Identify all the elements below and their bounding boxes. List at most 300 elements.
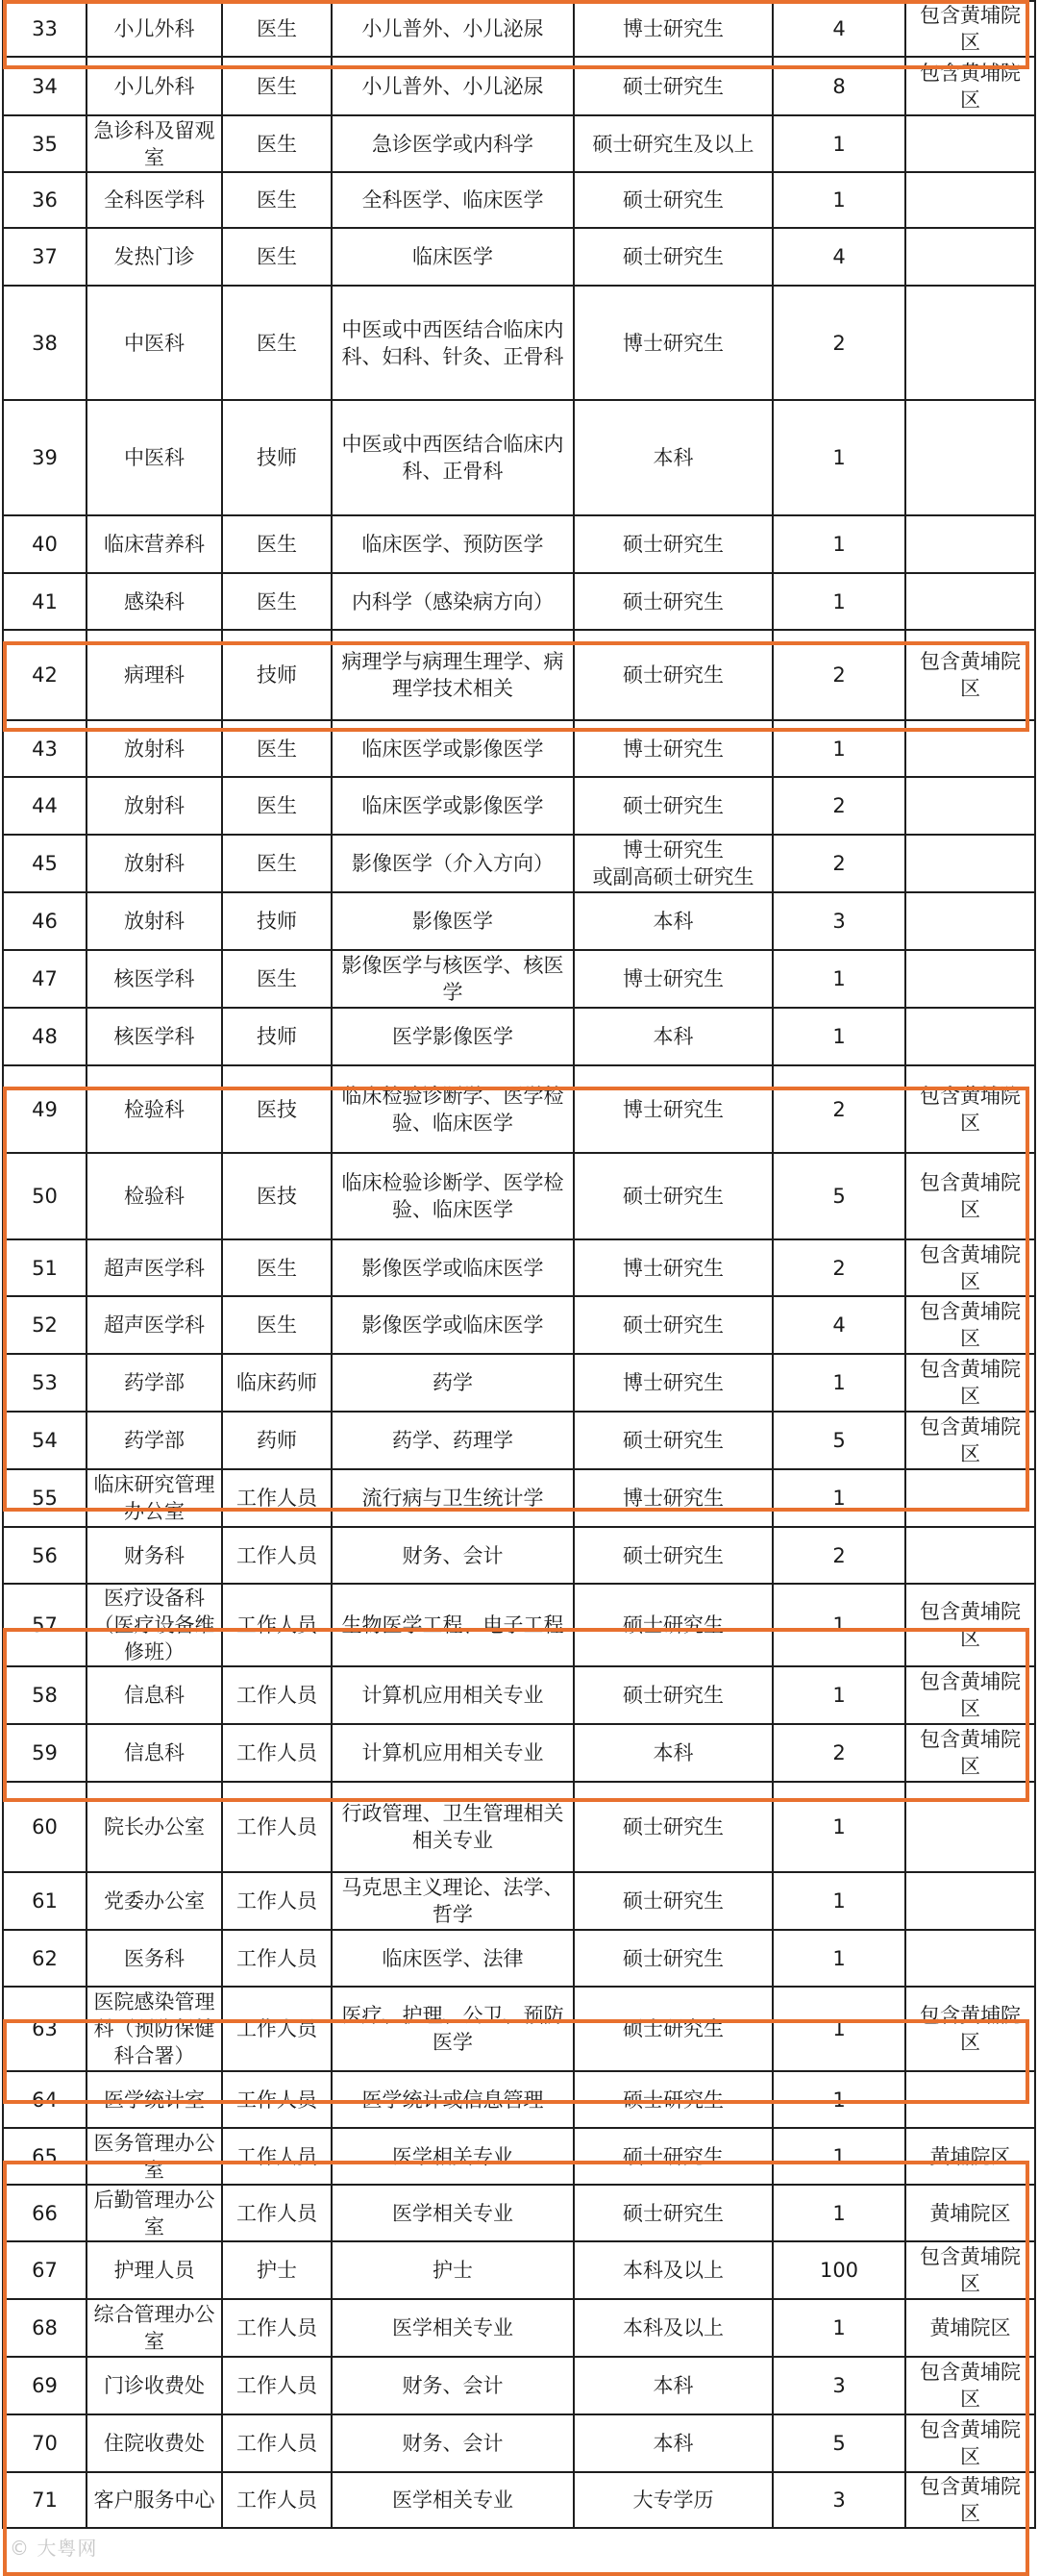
table-cell: 黄埔院区 (905, 2128, 1035, 2185)
table-cell: 59 (3, 1724, 86, 1782)
table-cell: 1 (773, 515, 905, 573)
table-cell: 后勤管理办公室 (86, 2185, 222, 2241)
table-cell: 36 (3, 172, 86, 228)
table-cell: 硕士研究生 (574, 515, 773, 573)
table-cell: 4 (773, 228, 905, 286)
table-cell: 临床药师 (222, 1354, 332, 1412)
table-row (3, 1930, 1035, 1987)
table-cell: 1 (773, 2071, 905, 2128)
table-cell: 57 (3, 1584, 86, 1666)
table-cell: 46 (3, 892, 86, 950)
table-cell: 黄埔院区 (905, 2185, 1035, 2241)
table-cell: 中医或中西医结合临床内科、妇科、针灸、正骨科 (332, 286, 574, 400)
table-cell: 博士研究生 (574, 1469, 773, 1527)
table-cell: 财务、会计 (332, 2357, 574, 2414)
table-cell: 博士研究生 (574, 286, 773, 400)
table-cell: 放射科 (86, 777, 222, 835)
table-cell: 41 (3, 573, 86, 630)
table-cell: 工作人员 (222, 1930, 332, 1987)
table-cell: 感染科 (86, 573, 222, 630)
table-cell: 硕士研究生 (574, 573, 773, 630)
table-cell: 54 (3, 1412, 86, 1469)
table-cell: 本科 (574, 1724, 773, 1782)
table-cell (905, 950, 1035, 1008)
table-cell: 40 (3, 515, 86, 573)
table-cell: 财务、会计 (332, 2414, 574, 2472)
table-cell: 博士研究生 (574, 1065, 773, 1153)
table-cell: 医学相关专业 (332, 2128, 574, 2185)
table-cell (905, 1008, 1035, 1065)
table-cell: 急诊科及留观室 (86, 115, 222, 172)
table-cell: 38 (3, 286, 86, 400)
table-row (3, 835, 1035, 892)
table-cell: 1 (773, 172, 905, 228)
table-cell (905, 115, 1035, 172)
table-row (3, 172, 1035, 228)
table-cell: 工作人员 (222, 1782, 332, 1872)
table-cell (905, 515, 1035, 573)
table-row (3, 1065, 1035, 1153)
table-cell: 信息科 (86, 1666, 222, 1724)
table-cell: 药学 (332, 1354, 574, 1412)
table-cell: 工作人员 (222, 1724, 332, 1782)
table-cell: 医院感染管理科（预防保健科合署） (86, 1987, 222, 2071)
table-cell: 包含黄埔院区 (905, 1354, 1035, 1412)
table-cell: 56 (3, 1527, 86, 1584)
table-cell: 博士研究生 (574, 1239, 773, 1296)
table-cell: 包含黄埔院区 (905, 57, 1035, 115)
table-row (3, 1, 1035, 57)
table-cell: 1 (773, 2185, 905, 2241)
table-cell: 财务科 (86, 1527, 222, 1584)
table-cell: 核医学科 (86, 950, 222, 1008)
table-cell (905, 1782, 1035, 1872)
table-row (3, 630, 1035, 720)
table-cell: 门诊收费处 (86, 2357, 222, 2414)
table-cell: 硕士研究生 (574, 1412, 773, 1469)
table-row (3, 777, 1035, 835)
table-row (3, 2071, 1035, 2128)
table-cell: 硕士研究生 (574, 228, 773, 286)
table-cell: 硕士研究生及以上 (574, 115, 773, 172)
table-row (3, 892, 1035, 950)
table-cell: 流行病与卫生统计学 (332, 1469, 574, 1527)
table-row (3, 2299, 1035, 2357)
table-cell (905, 1527, 1035, 1584)
table-cell: 工作人员 (222, 2472, 332, 2528)
table-cell: 临床医学、预防医学 (332, 515, 574, 573)
table-cell: 37 (3, 228, 86, 286)
table-cell (905, 720, 1035, 777)
table-cell: 1 (773, 1987, 905, 2071)
table-cell: 硕士研究生 (574, 1666, 773, 1724)
table-cell: 发热门诊 (86, 228, 222, 286)
table-cell: 工作人员 (222, 1584, 332, 1666)
table-cell: 医生 (222, 573, 332, 630)
table-cell: 33 (3, 1, 86, 57)
table-row (3, 115, 1035, 172)
table-cell: 内科学（感染病方向） (332, 573, 574, 630)
table-cell: 小儿普外、小儿泌尿 (332, 57, 574, 115)
table-cell: 68 (3, 2299, 86, 2357)
table-cell: 1 (773, 400, 905, 515)
table-row (3, 1296, 1035, 1354)
table-cell: 包含黄埔院区 (905, 1412, 1035, 1469)
table-cell: 工作人员 (222, 1666, 332, 1724)
table-cell: 1 (773, 950, 905, 1008)
table-cell (905, 400, 1035, 515)
table-cell: 包含黄埔院区 (905, 1239, 1035, 1296)
table-cell: 放射科 (86, 892, 222, 950)
table-cell: 医务科 (86, 1930, 222, 1987)
table-cell: 1 (773, 1872, 905, 1930)
table-cell: 信息科 (86, 1724, 222, 1782)
table-cell: 66 (3, 2185, 86, 2241)
table-cell: 本科及以上 (574, 2299, 773, 2357)
table-cell: 医学相关专业 (332, 2185, 574, 2241)
table-cell: 博士研究生 (574, 950, 773, 1008)
table-cell: 包含黄埔院区 (905, 1584, 1035, 1666)
table-cell (905, 1469, 1035, 1527)
table-cell: 工作人员 (222, 1872, 332, 1930)
table-cell: 临床医学或影像医学 (332, 720, 574, 777)
table-cell: 药学部 (86, 1354, 222, 1412)
table-cell: 硕士研究生 (574, 630, 773, 720)
table-cell: 34 (3, 57, 86, 115)
table-cell: 临床检验诊断学、医学检验、临床医学 (332, 1065, 574, 1153)
table-cell: 院长办公室 (86, 1782, 222, 1872)
table-cell: 1 (773, 573, 905, 630)
table-row (3, 1354, 1035, 1412)
table-row (3, 286, 1035, 400)
table-cell: 47 (3, 950, 86, 1008)
table-row (3, 400, 1035, 515)
table-cell: 核医学科 (86, 1008, 222, 1065)
table-cell: 70 (3, 2414, 86, 2472)
table-cell: 工作人员 (222, 1469, 332, 1527)
table-cell: 药师 (222, 1412, 332, 1469)
table-cell: 博士研究生 或副高硕士研究生 (574, 835, 773, 892)
table-cell: 49 (3, 1065, 86, 1153)
table-cell: 工作人员 (222, 2357, 332, 2414)
table-cell: 医生 (222, 1, 332, 57)
table-cell: 博士研究生 (574, 720, 773, 777)
table-cell: 生物医学工程、电子工程 (332, 1584, 574, 1666)
table-cell: 小儿外科 (86, 57, 222, 115)
table-cell: 医学影像医学 (332, 1008, 574, 1065)
table-cell: 52 (3, 1296, 86, 1354)
table-cell: 工作人员 (222, 2414, 332, 2472)
table-cell: 医生 (222, 515, 332, 573)
table-cell: 本科 (574, 400, 773, 515)
table-cell: 60 (3, 1782, 86, 1872)
table-cell: 医技 (222, 1065, 332, 1153)
table-cell: 58 (3, 1666, 86, 1724)
table-cell: 35 (3, 115, 86, 172)
table-cell: 医生 (222, 1296, 332, 1354)
table-cell: 临床医学或影像医学 (332, 777, 574, 835)
table-row (3, 1527, 1035, 1584)
table-cell: 放射科 (86, 835, 222, 892)
watermark: © 大粤网 (10, 2537, 98, 2560)
table-cell: 55 (3, 1469, 86, 1527)
table-cell: 63 (3, 1987, 86, 2071)
table-cell: 医务管理办公室 (86, 2128, 222, 2185)
table-cell (905, 228, 1035, 286)
table-cell: 博士研究生 (574, 1354, 773, 1412)
table-cell: 技师 (222, 630, 332, 720)
table-cell: 临床研究管理办公室 (86, 1469, 222, 1527)
table-cell: 包含黄埔院区 (905, 2241, 1035, 2299)
table-cell: 2 (773, 1239, 905, 1296)
table-row (3, 1153, 1035, 1239)
table-row (3, 1782, 1035, 1872)
table-cell: 临床检验诊断学、医学检验、临床医学 (332, 1153, 574, 1239)
table-cell: 财务、会计 (332, 1527, 574, 1584)
table-cell: 本科 (574, 892, 773, 950)
table-cell: 工作人员 (222, 1987, 332, 2071)
table-cell: 临床营养科 (86, 515, 222, 573)
table-row (3, 228, 1035, 286)
table-cell: 全科医学科 (86, 172, 222, 228)
table-cell: 病理科 (86, 630, 222, 720)
table-cell: 工作人员 (222, 2071, 332, 2128)
table-cell: 43 (3, 720, 86, 777)
table-cell: 包含黄埔院区 (905, 1153, 1035, 1239)
table-cell: 计算机应用相关专业 (332, 1724, 574, 1782)
table-cell: 药学、药理学 (332, 1412, 574, 1469)
table-row (3, 515, 1035, 573)
table-cell (905, 1930, 1035, 1987)
table-cell: 包含黄埔院区 (905, 630, 1035, 720)
table-cell: 医学统计室 (86, 2071, 222, 2128)
table-cell: 1 (773, 1584, 905, 1666)
table-cell: 行政管理、卫生管理相关相关专业 (332, 1782, 574, 1872)
table-cell: 硕士研究生 (574, 1782, 773, 1872)
table-cell: 1 (773, 1782, 905, 1872)
table-cell: 医疗、护理、公卫、预防医学 (332, 1987, 574, 2071)
table-row (3, 2472, 1035, 2528)
table-cell: 本科及以上 (574, 2241, 773, 2299)
table-cell: 69 (3, 2357, 86, 2414)
table-cell: 100 (773, 2241, 905, 2299)
table-row (3, 1239, 1035, 1296)
table-cell: 2 (773, 835, 905, 892)
table-cell: 本科 (574, 2357, 773, 2414)
table-cell: 工作人员 (222, 2299, 332, 2357)
table-row (3, 573, 1035, 630)
table-cell: 技师 (222, 1008, 332, 1065)
table-cell (905, 286, 1035, 400)
table-cell: 2 (773, 777, 905, 835)
table-cell: 工作人员 (222, 1527, 332, 1584)
table-cell: 护士 (222, 2241, 332, 2299)
table-cell: 党委办公室 (86, 1872, 222, 1930)
table-cell: 包含黄埔院区 (905, 1666, 1035, 1724)
table-cell: 急诊医学或内科学 (332, 115, 574, 172)
table-row (3, 1412, 1035, 1469)
table-cell: 医生 (222, 228, 332, 286)
table-row (3, 720, 1035, 777)
table-cell: 包含黄埔院区 (905, 1065, 1035, 1153)
table-cell (905, 2071, 1035, 2128)
table-row (3, 1008, 1035, 1065)
table-cell: 3 (773, 2472, 905, 2528)
table-cell: 医技 (222, 1153, 332, 1239)
table-cell: 超声医学科 (86, 1296, 222, 1354)
table-cell: 本科 (574, 2414, 773, 2472)
table-cell: 5 (773, 1153, 905, 1239)
table-cell: 医生 (222, 1239, 332, 1296)
table-cell: 2 (773, 1724, 905, 1782)
table-cell: 39 (3, 400, 86, 515)
table-cell: 硕士研究生 (574, 1153, 773, 1239)
table-cell: 硕士研究生 (574, 1296, 773, 1354)
table-cell (905, 1872, 1035, 1930)
table-row (3, 1987, 1035, 2071)
table-cell (905, 892, 1035, 950)
table-cell: 大专学历 (574, 2472, 773, 2528)
table-cell: 影像医学与核医学、核医学 (332, 950, 574, 1008)
table-row (3, 1666, 1035, 1724)
table-cell: 检验科 (86, 1065, 222, 1153)
table-cell: 医学相关专业 (332, 2299, 574, 2357)
table-cell: 中医科 (86, 286, 222, 400)
table-cell: 硕士研究生 (574, 1584, 773, 1666)
table-cell: 1 (773, 1008, 905, 1065)
table-row (3, 1584, 1035, 1666)
table-cell: 硕士研究生 (574, 1872, 773, 1930)
table-cell: 42 (3, 630, 86, 720)
table-cell: 2 (773, 630, 905, 720)
table-cell: 影像医学或临床医学 (332, 1296, 574, 1354)
recruitment-table-body (3, 1, 1035, 2528)
table-cell: 1 (773, 2299, 905, 2357)
table-row (3, 2185, 1035, 2241)
table-cell: 医学相关专业 (332, 2472, 574, 2528)
table-cell: 计算机应用相关专业 (332, 1666, 574, 1724)
table-cell: 影像医学或临床医学 (332, 1239, 574, 1296)
table-row (3, 1872, 1035, 1930)
table-cell: 61 (3, 1872, 86, 1930)
table-cell: 医生 (222, 172, 332, 228)
table-cell: 护理人员 (86, 2241, 222, 2299)
table-row (3, 57, 1035, 115)
table-row (3, 2241, 1035, 2299)
table-cell: 71 (3, 2472, 86, 2528)
table-cell: 客户服务中心 (86, 2472, 222, 2528)
table-cell: 工作人员 (222, 2185, 332, 2241)
table-cell: 包含黄埔院区 (905, 1296, 1035, 1354)
table-cell: 48 (3, 1008, 86, 1065)
table-cell: 医生 (222, 57, 332, 115)
table-cell: 本科 (574, 1008, 773, 1065)
table-cell: 包含黄埔院区 (905, 1987, 1035, 2071)
table-cell: 小儿普外、小儿泌尿 (332, 1, 574, 57)
table-cell: 全科医学、临床医学 (332, 172, 574, 228)
table-cell: 1 (773, 2128, 905, 2185)
table-cell: 45 (3, 835, 86, 892)
table-row (3, 2357, 1035, 2414)
table-cell: 2 (773, 1527, 905, 1584)
table-cell: 医学统计或信息管理 (332, 2071, 574, 2128)
table-cell: 医生 (222, 950, 332, 1008)
table-cell: 硕士研究生 (574, 2185, 773, 2241)
table-cell: 5 (773, 2414, 905, 2472)
table-cell: 4 (773, 1296, 905, 1354)
table-cell: 博士研究生 (574, 1, 773, 57)
table-cell: 中医科 (86, 400, 222, 515)
table-cell: 硕士研究生 (574, 777, 773, 835)
table-cell: 医生 (222, 286, 332, 400)
table-cell: 64 (3, 2071, 86, 2128)
table-cell: 50 (3, 1153, 86, 1239)
table-cell: 1 (773, 1469, 905, 1527)
table-row (3, 2414, 1035, 2472)
table-cell: 马克思主义理论、法学、哲学 (332, 1872, 574, 1930)
table-cell: 2 (773, 1065, 905, 1153)
table-cell: 51 (3, 1239, 86, 1296)
table-cell: 44 (3, 777, 86, 835)
table-cell: 硕士研究生 (574, 1987, 773, 2071)
table-cell: 综合管理办公室 (86, 2299, 222, 2357)
table-cell: 包含黄埔院区 (905, 2414, 1035, 2472)
table-cell: 硕士研究生 (574, 1930, 773, 1987)
table-cell: 1 (773, 1354, 905, 1412)
table-cell: 5 (773, 1412, 905, 1469)
table-row (3, 950, 1035, 1008)
table-cell: 3 (773, 892, 905, 950)
table-cell: 放射科 (86, 720, 222, 777)
table-cell: 1 (773, 1666, 905, 1724)
table-cell: 住院收费处 (86, 2414, 222, 2472)
table-cell: 硕士研究生 (574, 1527, 773, 1584)
table-cell (905, 835, 1035, 892)
table-cell: 67 (3, 2241, 86, 2299)
table-cell: 包含黄埔院区 (905, 1724, 1035, 1782)
table-cell: 硕士研究生 (574, 2071, 773, 2128)
table-cell (905, 777, 1035, 835)
table-cell: 1 (773, 115, 905, 172)
table-cell: 医生 (222, 777, 332, 835)
table-cell: 影像医学（介入方向） (332, 835, 574, 892)
table-cell: 包含黄埔院区 (905, 2472, 1035, 2528)
table-cell: 65 (3, 2128, 86, 2185)
table-cell: 中医或中西医结合临床内科、正骨科 (332, 400, 574, 515)
table-cell: 硕士研究生 (574, 172, 773, 228)
table-cell: 医疗设备科（医疗设备维修班） (86, 1584, 222, 1666)
table-cell (905, 172, 1035, 228)
table-cell: 医生 (222, 835, 332, 892)
table-cell: 3 (773, 2357, 905, 2414)
table-cell: 超声医学科 (86, 1239, 222, 1296)
table-cell: 硕士研究生 (574, 57, 773, 115)
table-cell: 护士 (332, 2241, 574, 2299)
table-cell: 医生 (222, 720, 332, 777)
table-cell: 4 (773, 1, 905, 57)
table-row (3, 1469, 1035, 1527)
table-cell: 硕士研究生 (574, 2128, 773, 2185)
table-cell: 药学部 (86, 1412, 222, 1469)
table-cell: 技师 (222, 400, 332, 515)
table-row (3, 1724, 1035, 1782)
table-cell: 53 (3, 1354, 86, 1412)
table-cell: 检验科 (86, 1153, 222, 1239)
table-cell: 包含黄埔院区 (905, 1, 1035, 57)
table-cell: 8 (773, 57, 905, 115)
table-cell: 2 (773, 286, 905, 400)
table-cell: 黄埔院区 (905, 2299, 1035, 2357)
